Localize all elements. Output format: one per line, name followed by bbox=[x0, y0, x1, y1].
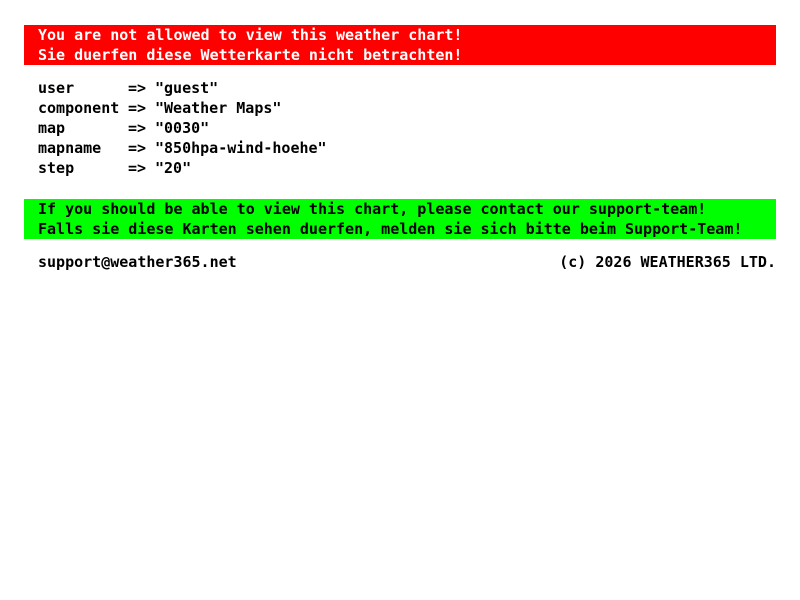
kv-arrow: => bbox=[128, 99, 147, 117]
support-email: support@weather365.net bbox=[38, 253, 237, 271]
kv-arrow: => bbox=[128, 79, 147, 97]
kv-value: "850hpa-wind-hoehe" bbox=[155, 139, 327, 157]
support-message-en: If you should be able to view this chart, please contact our support-team! bbox=[38, 200, 707, 218]
request-details bbox=[24, 78, 776, 178]
kv-value: "20" bbox=[155, 159, 192, 177]
kv-value: "guest" bbox=[155, 79, 219, 97]
kv-value: "Weather Maps" bbox=[155, 99, 282, 117]
copyright-notice: (c) 2026 WEATHER365 LTD. bbox=[559, 253, 776, 271]
support-message-de: Falls sie diese Karten sehen duerfen, melden sie sich bitte beim Support-Team! bbox=[38, 220, 743, 238]
support-banner bbox=[24, 199, 776, 239]
kv-value: "0030" bbox=[155, 119, 210, 137]
footer bbox=[24, 252, 776, 272]
kv-key: map bbox=[38, 119, 66, 137]
kv-arrow: => bbox=[128, 139, 147, 157]
kv-arrow: => bbox=[128, 119, 147, 137]
kv-row-map bbox=[38, 118, 776, 138]
kv-row-component bbox=[38, 98, 776, 118]
kv-arrow: => bbox=[128, 159, 147, 177]
kv-key: step bbox=[38, 159, 75, 177]
error-message-en: You are not allowed to view this weather chart! bbox=[38, 26, 463, 44]
kv-key: component bbox=[38, 99, 120, 117]
kv-key: user bbox=[38, 79, 75, 97]
kv-row-mapname bbox=[38, 138, 776, 158]
kv-row-step bbox=[38, 158, 776, 178]
error-banner bbox=[24, 25, 776, 65]
kv-row-user bbox=[38, 78, 776, 98]
error-message-de: Sie duerfen diese Wetterkarte nicht betrachten! bbox=[38, 46, 463, 64]
kv-key: mapname bbox=[38, 139, 102, 157]
